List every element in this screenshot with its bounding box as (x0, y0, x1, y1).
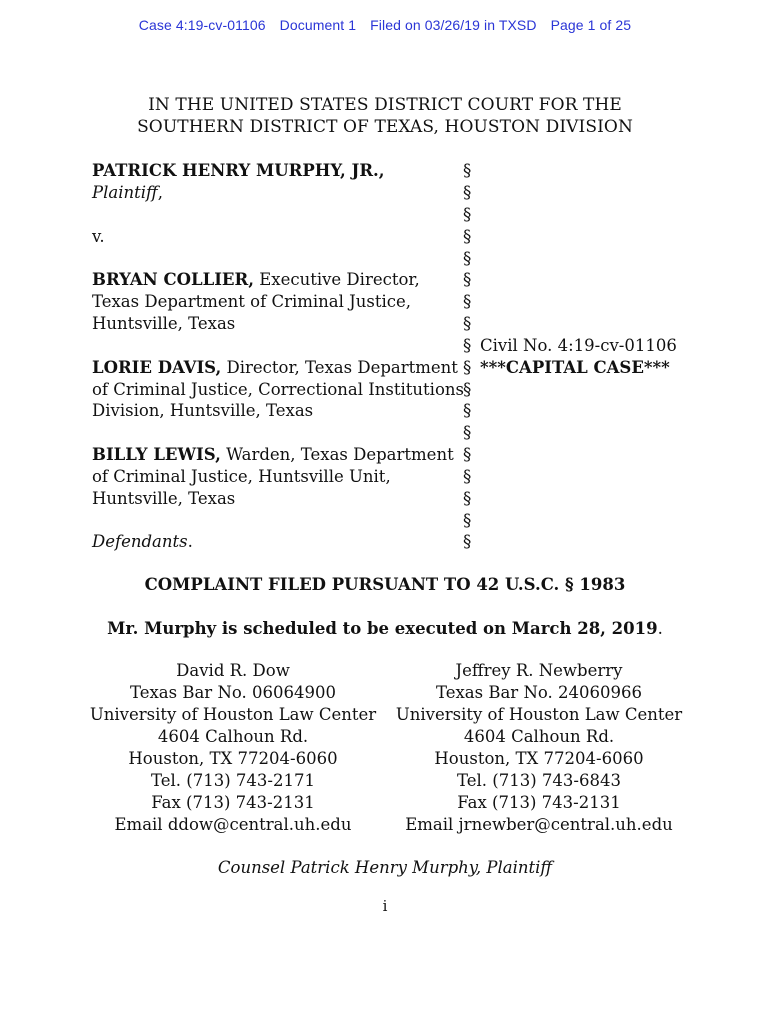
defendant-collier-line3: Huntsville, Texas (92, 314, 236, 333)
section-symbol: § (463, 183, 472, 202)
counsel-org: University of Houston Law Center (395, 705, 683, 724)
stamp-document: Document 1 (279, 17, 357, 33)
section-symbol: § (463, 227, 472, 246)
filing-stamp (0, 17, 770, 33)
counsel-for: Counsel Patrick Henry Murphy, Plaintiff (217, 858, 553, 877)
section-symbol: § (463, 532, 472, 551)
section-symbol: § (463, 249, 472, 268)
counsel-bar: Texas Bar No. 06064900 (130, 683, 336, 702)
complaint-title: COMPLAINT FILED PURSUANT TO 42 U.S.C. § 1983 (144, 575, 626, 594)
versus: v. (92, 227, 105, 246)
civil-number: Civil No. 4:19-cv-01106 (480, 336, 677, 355)
counsel-tel: Tel. (713) 743-6843 (457, 771, 621, 790)
court-line-2: SOUTHERN DISTRICT OF TEXAS, HOUSTON DIVISION (137, 117, 633, 137)
defendant-lewis-line2: of Criminal Justice, Huntsville Unit, (92, 467, 391, 486)
counsel-email: Email jrnewber@central.uh.edu (405, 815, 673, 834)
section-symbol: § (463, 423, 472, 442)
section-symbol: § (463, 292, 472, 311)
stamp-filed: Filed on 03/26/19 in TXSD (370, 17, 537, 33)
section-symbol: § (463, 511, 472, 530)
capital-case: ***CAPITAL CASE*** (480, 358, 670, 377)
stamp-case: Case 4:19-cv-01106 (138, 17, 266, 33)
counsel-email: Email ddow@central.uh.edu (114, 815, 352, 834)
stamp-page: Page 1 of 25 (550, 17, 632, 33)
counsel-bar: Texas Bar No. 24060966 (436, 683, 642, 702)
section-symbol: § (463, 205, 472, 224)
court-line-1: IN THE UNITED STATES DISTRICT COURT FOR THE (148, 95, 622, 115)
plaintiff-name: PATRICK HENRY MURPHY, JR., (92, 161, 385, 180)
section-symbol: § (463, 445, 472, 464)
section-symbol: § (463, 467, 472, 486)
counsel-address: 4604 Calhoun Rd. (157, 727, 309, 746)
execution-notice: Mr. Murphy is scheduled to be executed on March 28, 2019. (107, 619, 663, 638)
defendant-lewis-line3: Huntsville, Texas (92, 489, 236, 508)
defendant-collier-line2: Texas Department of Criminal Justice, (92, 292, 412, 311)
counsel-tel: Tel. (713) 743-2171 (151, 771, 315, 790)
counsel-city: Houston, TX 77204-6060 (128, 749, 338, 768)
court-heading (0, 94, 770, 138)
plaintiff-role: Plaintiff, (92, 183, 163, 202)
defendants-label: Defendants. (92, 532, 193, 551)
counsel-name: Jeffrey R. Newberry (455, 661, 623, 680)
counsel-org: University of Houston Law Center (89, 705, 377, 724)
defendant-davis-line2: of Criminal Justice, Correctional Institutions (92, 380, 464, 399)
section-symbol: § (463, 161, 472, 180)
page-number: i (382, 897, 388, 915)
section-symbol: § (463, 358, 472, 377)
counsel-name: David R. Dow (176, 661, 290, 680)
counsel-address: 4604 Calhoun Rd. (463, 727, 615, 746)
counsel-block-newberry (389, 660, 689, 836)
counsel-fax: Fax (713) 743-2131 (457, 793, 621, 812)
section-symbol: § (463, 270, 472, 289)
counsel-block-dow (83, 660, 383, 836)
defendant-collier: BRYAN COLLIER, Executive Director, (92, 270, 420, 289)
defendant-davis-line3: Division, Huntsville, Texas (92, 401, 314, 420)
defendant-davis: LORIE DAVIS, Director, Texas Department (92, 358, 458, 377)
defendant-lewis: BILLY LEWIS, Warden, Texas Department (92, 445, 454, 464)
counsel-city: Houston, TX 77204-6060 (434, 749, 644, 768)
section-symbol: § (463, 401, 472, 420)
section-symbol: § (463, 380, 472, 399)
section-symbol: § (463, 314, 472, 333)
section-symbol: § (463, 489, 472, 508)
counsel-fax: Fax (713) 743-2131 (151, 793, 315, 812)
section-symbol: § (463, 336, 472, 355)
